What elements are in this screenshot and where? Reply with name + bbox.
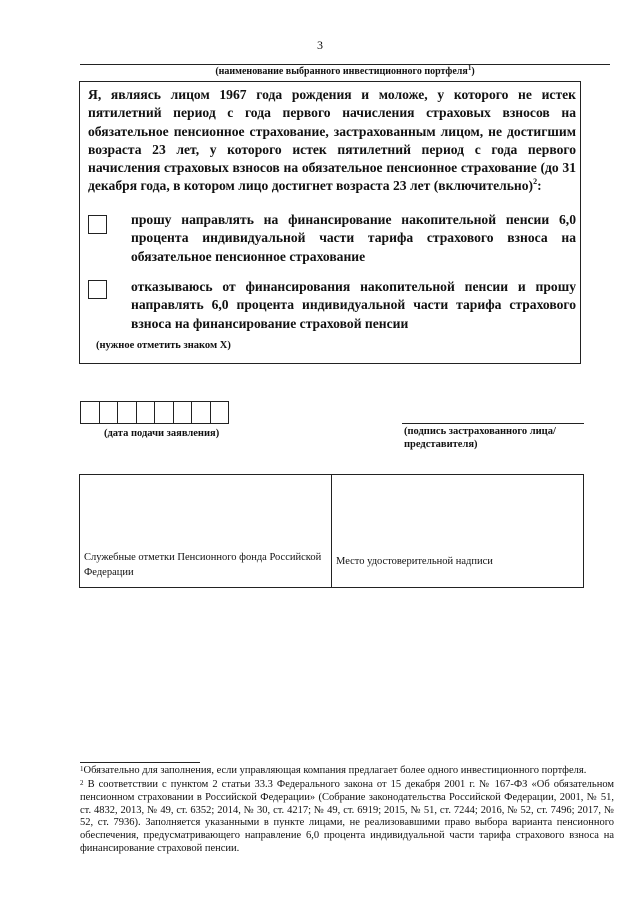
date-caption: (дата подачи заявления) [104,428,220,439]
date-cell[interactable] [117,401,137,424]
footnote-ref-1: 1 [467,64,472,72]
portfolio-name-line[interactable] [80,64,610,65]
date-cell[interactable] [173,401,193,424]
date-cell[interactable] [136,401,156,424]
date-cell[interactable] [99,401,119,424]
footnote-divider [80,762,200,763]
footnote-1-mark: 1 [80,765,84,773]
certification-cell [332,475,583,587]
signature-caption: (подпись застрахованного лица/ представителя) [404,426,556,450]
date-input-cells[interactable] [80,401,228,424]
mark-hint: (нужное отметить знаком Х) [96,340,231,351]
option-2-checkbox[interactable] [88,280,107,299]
date-cell[interactable] [80,401,100,424]
pension-fund-notes-cell [80,475,332,587]
option-1-text: прошу направлять на финансирование накопительной пенсии 6,0 процента индивидуальной части тарифа страхового взноса на обязательное пенсионное страхование [131,212,576,264]
option-1-checkbox[interactable] [88,215,107,234]
statement-intro: Я, являясь лицом 1967 года рождения и моложе, у которого не истек пятилетний период с года первого начисления страховых взносов на обязательное пенсионное страхование, застрахованным лицом, не достигшим возраста 23 лет, у которого истек пятилетний период с года первого начисления страховых взносов на обязательное пенсионное страхование (до 31 декабря года, в котором лицо достигнет возраста 23 лет (включительно)$^2$: [88,87,576,194]
option-2-text: отказываюсь от финансирования накопительной пенсии и прошу направлять 6,0 процента индивидуальной части тарифа страхового взноса на финансирование страховой пенсии [131,279,576,331]
certification-label: Место удостоверительной надписи [336,556,493,567]
signature-line[interactable] [402,423,584,424]
pension-fund-notes-label: Служебные отметки Пенсионного фонда Российской Федерации [84,552,322,578]
footnote-1: $^1$Обязательно для заполнения, если управляющая компания предлагает более одного инвестиционного портфеля. [80,765,587,776]
footnote-2-mark: 2 [80,779,84,787]
date-cell[interactable] [210,401,230,424]
page-number: 3 [317,38,323,52]
date-cell[interactable] [191,401,211,424]
service-table [79,474,584,588]
portfolio-caption: (наименование выбранного инвестиционного портфеля$^1$) [215,64,475,77]
footnote-ref-2: 2 [533,177,538,187]
date-cell[interactable] [154,401,174,424]
footnote-2: $^2$ В соответствии с пунктом 2 статьи 33.3 Федерального закона от 15 декабря 2001 г. № 167-ФЗ «Об обязательном пенсионном страховании в Российской Федерации» (Собрание законодательства Российской Федерации, 2001, № 51, ст. 4832, 2013, № 49, ст. 6352; 2014, № 30, ст. 4217; № 49, ст. 6919; 2015, № 51, ст. 7244; 2016, № 52, ст. 7496; 2017, № 52, ст. 7936). Заполняется указанными в пункте лицами, не реализовавшими право выбора варианта пенсионного обеспечения, предусматривающего направление 6,0 процента индивидуальной части тарифа страхового взноса на финансирование страховой пенсии. [80,779,615,854]
